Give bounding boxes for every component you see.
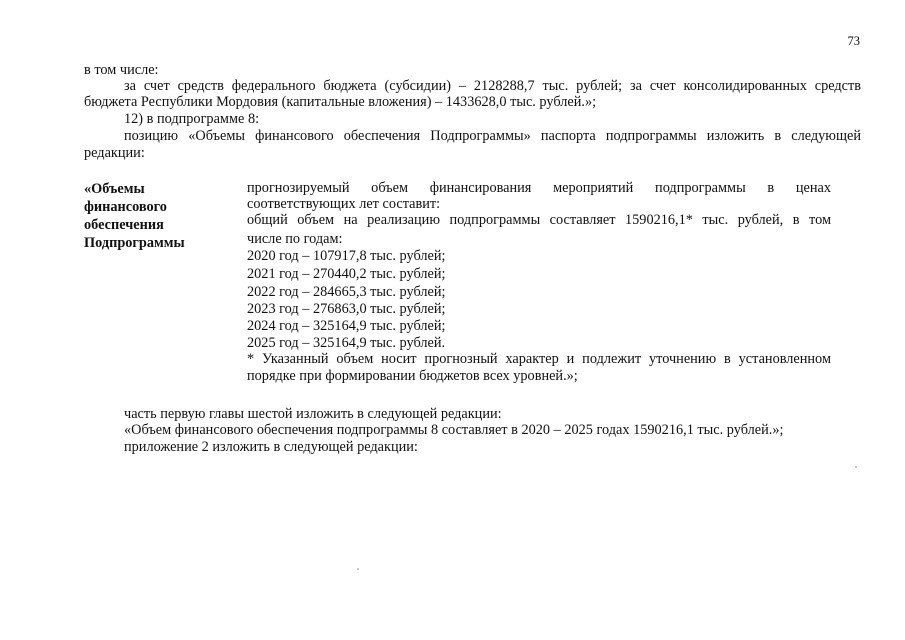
- text-line-subprogram-8: 12) в подпрограмме 8:: [124, 111, 260, 127]
- scan-speck: [855, 466, 857, 468]
- text-line-federal-budget: за счет средств федерального бюджета (субсидии) – 2128288,7 тыс. рублей; за счет консолидированных средств: [124, 78, 861, 94]
- passport-label-line: финансового: [84, 199, 167, 215]
- text-line-financing-volume: «Объем финансового обеспечения подпрограммы 8 составляет в 2020 – 2025 годах 1590216,1 тыс. рублей.»;: [124, 422, 784, 438]
- text-line-edition: редакции:: [84, 145, 145, 161]
- passport-content-line: прогнозируемый объем финансирования мероприятий подпрограммы в ценах: [247, 180, 831, 196]
- passport-label-line: обеспечения: [84, 217, 164, 233]
- passport-label-line: «Объемы: [84, 181, 145, 197]
- year-amount-line: 2020 год – 107917,8 тыс. рублей;: [247, 248, 446, 264]
- text-line-mordovia-budget: бюджета Республики Мордовия (капитальные вложения) – 1433628,0 тыс. рублей.»;: [84, 94, 597, 110]
- year-amount-line: 2023 год – 276863,0 тыс. рублей;: [247, 301, 446, 317]
- passport-content-line: соответствующих лет составит:: [247, 196, 441, 212]
- text-line-appendix-2: приложение 2 изложить в следующей редакции:: [124, 439, 418, 455]
- year-amount-line: 2024 год – 325164,9 тыс. рублей;: [247, 318, 446, 334]
- text-line-in-total: в том числе:: [84, 62, 159, 78]
- text-line-position-instruction: позицию «Объемы финансового обеспечения Подпрограммы» паспорта подпрограммы изложить в следующей: [124, 128, 861, 144]
- footnote-line: порядке при формировании бюджетов всех уровней.»;: [247, 368, 578, 384]
- passport-label-line: Подпрограммы: [84, 235, 185, 251]
- year-amount-line: 2025 год – 325164,9 тыс. рублей.: [247, 335, 446, 351]
- passport-content-line: общий объем на реализацию подпрограммы составляет 1590216,1* тыс. рублей, в том: [247, 212, 831, 228]
- page-number: 73: [847, 34, 860, 48]
- text-line-chapter-six: часть первую главы шестой изложить в следующей редакции:: [124, 406, 502, 422]
- scan-speck: [357, 568, 359, 570]
- year-amount-line: 2022 год – 284665,3 тыс. рублей;: [247, 284, 446, 300]
- footnote-line: * Указанный объем носит прогнозный характер и подлежит уточнению в установленном: [247, 351, 831, 367]
- year-amount-line: 2021 год – 270440,2 тыс. рублей;: [247, 266, 446, 282]
- passport-content-line: числе по годам:: [247, 231, 343, 247]
